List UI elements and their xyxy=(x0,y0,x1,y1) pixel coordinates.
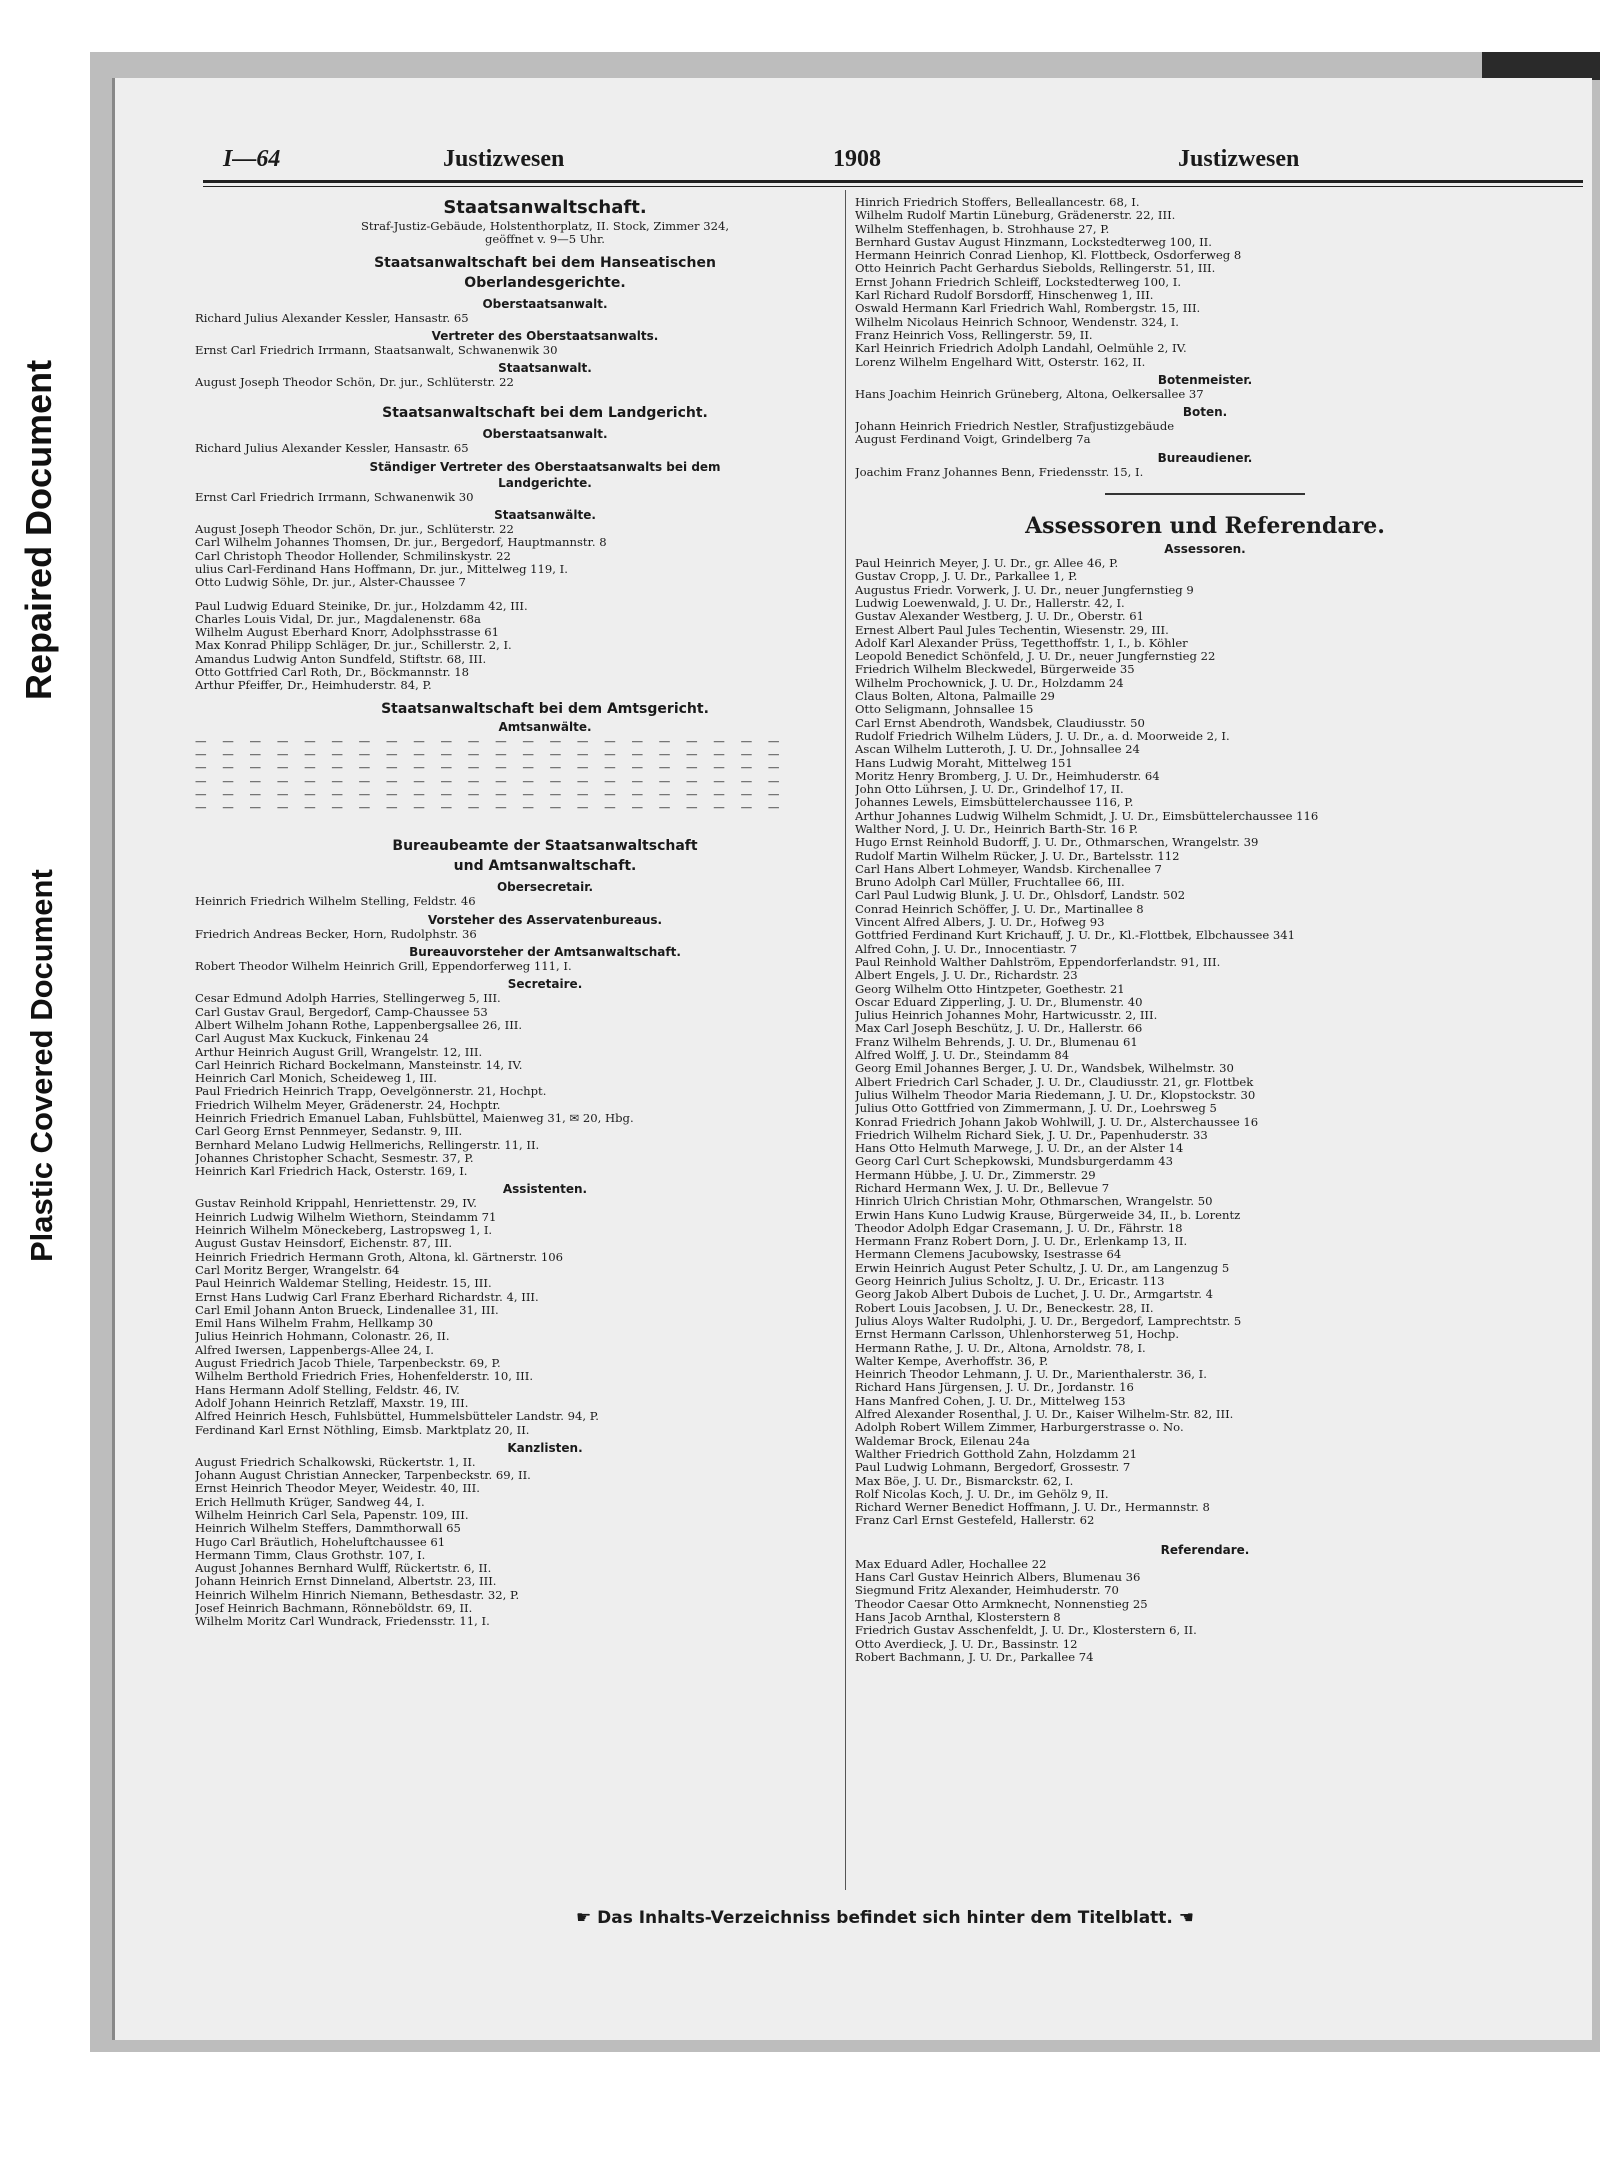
list-item: Georg Wilhelm Otto Hintzpeter, Goethestr. 21 xyxy=(855,982,1125,996)
list-item: Waldemar Brock, Eilenau 24a xyxy=(855,1434,1030,1448)
heading-amtsgericht: Staatsanwaltschaft bei dem Amtsgericht. xyxy=(381,700,709,717)
placeholder-line: — — — — — — — — — — — — — — — — — — — — — — xyxy=(195,747,786,761)
list-item: Carl Wilhelm Johannes Thomsen, Dr. jur., Bergedorf, Hauptmannstr. 8 xyxy=(195,536,607,550)
list-item: Arthur Johannes Ludwig Wilhelm Schmidt, J. U. Dr., Eimsbüttelerchaussee 116 xyxy=(855,809,1319,823)
list-item: Hans Ludwig Moraht, Mittelweg 151 xyxy=(855,756,1073,770)
heading-referendare: Referendare. xyxy=(1160,1542,1250,1557)
list-item: Josef Heinrich Bachmann, Rönneböldstr. 69, II. xyxy=(195,1602,473,1616)
list-item: Walther Friedrich Gotthold Zahn, Holzdamm 21 xyxy=(855,1447,1137,1461)
list-item: Heinrich Ludwig Wilhelm Wiethorn, Steindamm 71 xyxy=(195,1210,497,1224)
heading-olg-1: Staatsanwaltschaft bei dem Hanseatischen xyxy=(374,254,716,271)
list-item: Hermann Clemens Jacubowsky, Isestrasse 64 xyxy=(855,1248,1122,1262)
right-column xyxy=(855,196,1555,1664)
staatsanwaelte-list-a xyxy=(195,523,895,589)
list-item: Ernst Carl Friedrich Irrmann, Staatsanwalt, Schwanenwik 30 xyxy=(195,343,558,357)
list-item: Karl Richard Rudolf Borsdorff, Hinschenweg 1, III. xyxy=(855,289,1154,303)
list-item: Ferdinand Karl Ernst Nöthling, Eimsb. Marktplatz 20, II. xyxy=(195,1423,530,1437)
list-item: Georg Heinrich Julius Scholtz, J. U. Dr., Ericastr. 113 xyxy=(855,1275,1165,1289)
list-item: Hans Otto Helmuth Marwege, J. U. Dr., an der Alster 14 xyxy=(855,1142,1184,1156)
list-item: Carl Georg Ernst Pennmeyer, Sedanstr. 9, III. xyxy=(195,1125,463,1139)
list-item: Heinrich Friedrich Emanuel Laban, Fuhlsbüttel, Maienweg 31, ✉ 20, Hbg. xyxy=(195,1111,634,1125)
list-item: Otto Averdieck, J. U. Dr., Bassinstr. 12 xyxy=(855,1637,1078,1651)
list-item: Georg Emil Johannes Berger, J. U. Dr., Wandsbek, Wilhelmstr. 30 xyxy=(855,1062,1234,1076)
list-item: Julius Aloys Walter Rudolphi, J. U. Dr., Bergedorf, Lamprechtstr. 5 xyxy=(855,1314,1242,1328)
list-item: Otto Ludwig Söhle, Dr. jur., Alster-Chaussee 7 xyxy=(195,576,466,590)
list-item: Wilhelm Berthold Friedrich Fries, Hohenfelderstr. 10, III. xyxy=(195,1370,534,1384)
list-item: Ernest Albert Paul Jules Techentin, Wiesenstr. 29, III. xyxy=(855,623,1169,637)
list-item: Heinrich Wilhelm Möneckeberg, Lastropsweg 1, I. xyxy=(195,1224,493,1238)
assessoren-list xyxy=(855,557,1555,1528)
list-item: Heinrich Theodor Lehmann, J. U. Dr., Marienthalerstr. 36, I. xyxy=(855,1368,1207,1382)
list-item: Friedrich Andreas Becker, Horn, Rudolphstr. 36 xyxy=(195,927,477,941)
list-item: Robert Louis Jacobsen, J. U. Dr., Beneckestr. 28, II. xyxy=(855,1301,1154,1315)
list-item: Gustav Alexander Westberg, J. U. Dr., Oberstr. 61 xyxy=(855,610,1145,624)
left-column xyxy=(195,196,895,1629)
list-item: Franz Carl Ernst Gestefeld, Hallerstr. 62 xyxy=(855,1514,1095,1528)
list-item: Wilhelm August Eberhard Knorr, Adolphsstrasse 61 xyxy=(195,626,500,640)
list-item: Julius Heinrich Johannes Mohr, Hartwicusstr. 2, III. xyxy=(855,1009,1158,1023)
list-item: Ludwig Loewenwald, J. U. Dr., Hallerstr. 42, I. xyxy=(855,596,1125,610)
list-item: Walter Kempe, Averhoffstr. 36, P. xyxy=(855,1354,1049,1368)
list-item: Paul Ludwig Lohmann, Bergedorf, Grossestr. 7 xyxy=(855,1461,1131,1475)
list-item: Hans Jacob Arnthal, Klosterstern 8 xyxy=(855,1610,1061,1624)
heading-amtsanwaelte: Amtsanwälte. xyxy=(498,719,592,734)
list-item: Heinrich Wilhelm Steffers, Dammthorwall 65 xyxy=(195,1522,461,1536)
document-page xyxy=(112,78,1592,2040)
header-year: 1908 xyxy=(833,146,881,172)
list-item: Wilhelm Steffenhagen, b. Strohhause 27, P. xyxy=(855,222,1110,236)
list-item: Alfred Iwersen, Lappenbergs-Allee 24, I. xyxy=(195,1343,434,1357)
page-header xyxy=(203,140,1593,180)
heading-assistenten: Assistenten. xyxy=(502,1182,588,1197)
list-item: Max Eduard Adler, Hochallee 22 xyxy=(855,1557,1047,1571)
list-item: Bernhard Melano Ludwig Hellmerichs, Rellingerstr. 11, II. xyxy=(195,1138,540,1152)
assistenten-list xyxy=(195,1197,895,1436)
heading-oberstaatsanwalt: Oberstaatsanwalt. xyxy=(482,296,608,311)
list-item: Gustav Reinhold Krippahl, Henriettenstr. 29, IV. xyxy=(195,1197,477,1211)
heading-olg-2: Oberlandesgerichte. xyxy=(464,274,626,291)
list-item: Rudolf Friedrich Wilhelm Lüders, J. U. Dr., a. d. Moorweide 2, I. xyxy=(855,729,1230,743)
scan-dark-edge xyxy=(1482,52,1600,80)
list-item: Konrad Friedrich Johann Jakob Wohlwill, J. U. Dr., Alsterchaussee 16 xyxy=(855,1115,1259,1129)
list-item: Augustus Friedr. Vorwerk, J. U. Dr., neuer Jungfernstieg 9 xyxy=(855,583,1194,597)
list-item: Arthur Pfeiffer, Dr., Heimhuderstr. 84, P. xyxy=(195,679,432,693)
list-item: Albert Friedrich Carl Schader, J. U. Dr., Claudiusstr. 21, gr. Flottbek xyxy=(855,1075,1254,1089)
list-item: Wilhelm Moritz Carl Wundrack, Friedensstr. 11, I. xyxy=(195,1615,490,1629)
list-item: Max Carl Joseph Beschütz, J. U. Dr., Hallerstr. 66 xyxy=(855,1022,1143,1036)
list-item: Alfred Alexander Rosenthal, J. U. Dr., Kaiser Wilhelm-Str. 82, III. xyxy=(855,1408,1234,1422)
heading-boten: Boten. xyxy=(1182,405,1228,420)
heading-bureau-1: Bureaubeamte der Staatsanwaltschaft xyxy=(392,838,698,855)
list-item: Georg Carl Curt Schepkowski, Mundsburgerdamm 43 xyxy=(855,1155,1174,1169)
list-item: Johann Heinrich Friedrich Nestler, Strafjustizgebäude xyxy=(855,420,1175,434)
referendare-list xyxy=(855,1558,1555,1664)
list-item: Max Böe, J. U. Dr., Bismarckstr. 62, I. xyxy=(855,1474,1074,1488)
list-item: August Gustav Heinsdorf, Eichenstr. 87, III. xyxy=(195,1237,453,1251)
list-item: Carl Paul Ludwig Blunk, J. U. Dr., Ohlsdorf, Landstr. 502 xyxy=(855,889,1186,903)
list-item: Otto Gottfried Carl Roth, Dr., Böckmannstr. 18 xyxy=(195,666,469,680)
list-item: Hermann Timm, Claus Grothstr. 107, I. xyxy=(195,1548,426,1562)
list-item: Leopold Benedict Schönfeld, J. U. Dr., neuer Jungfernstieg 22 xyxy=(855,650,1216,664)
list-item: Hermann Rathe, J. U. Dr., Altona, Arnoldstr. 78, I. xyxy=(855,1341,1146,1355)
address-line: Straf-Justiz-Gebäude, Holstenthorplatz, II. Stock, Zimmer 324, xyxy=(360,219,730,233)
list-item: Wilhelm Nicolaus Heinrich Schnoor, Wendenstr. 324, I. xyxy=(855,315,1179,329)
list-item: Carl Ernst Abendroth, Wandsbek, Claudiusstr. 50 xyxy=(855,716,1145,730)
list-item: Moritz Henry Bromberg, J. U. Dr., Heimhuderstr. 64 xyxy=(855,769,1160,783)
list-item: Julius Otto Gottfried von Zimmermann, J. U. Dr., Loehrsweg 5 xyxy=(855,1102,1217,1116)
list-item: Adolph Robert Willem Zimmer, Harburgerstrasse o. No. xyxy=(855,1421,1184,1435)
list-item: Charles Louis Vidal, Dr. jur., Magdalenenstr. 68a xyxy=(195,612,481,626)
secretaire-list xyxy=(195,992,895,1178)
list-item: August Ferdinand Voigt, Grindelberg 7a xyxy=(855,433,1091,447)
footer-note: ☛ Das Inhalts-Verzeichniss befindet sich hinter dem Titelblatt. ☚ xyxy=(575,1908,1195,1928)
list-item: Alfred Heinrich Hesch, Fuhlsbüttel, Hummelsbütteler Landstr. 94, P. xyxy=(195,1410,599,1424)
list-item: Carl Moritz Berger, Wrangelstr. 64 xyxy=(195,1263,400,1277)
placeholder-line: — — — — — — — — — — — — — — — — — — — — — — xyxy=(195,761,786,775)
list-item: Gottfried Ferdinand Kurt Krichauff, J. U. Dr., Kl.-Flottbek, Elbchaussee 341 xyxy=(855,929,1296,943)
list-item: Heinrich Friedrich Wilhelm Stelling, Feldstr. 46 xyxy=(195,895,476,909)
list-item: Vincent Alfred Albers, J. U. Dr., Hofweg 93 xyxy=(855,916,1105,930)
list-item: Paul Friedrich Heinrich Trapp, Oevelgönnerstr. 21, Hochpt. xyxy=(195,1085,547,1099)
repaired-document-label: Repaired Document xyxy=(18,359,59,700)
list-item: Richard Hans Jürgensen, J. U. Dr., Jordanstr. 16 xyxy=(855,1381,1134,1395)
list-item: Johann Heinrich Ernst Dinneland, Albertstr. 23, III. xyxy=(195,1575,497,1589)
placeholder-line: — — — — — — — — — — — — — — — — — — — — — — xyxy=(195,787,786,801)
list-item: Carl Hans Albert Lohmeyer, Wandsb. Kirchenallee 7 xyxy=(855,862,1162,876)
list-item: Wilhelm Prochownick, J. U. Dr., Holzdamm 24 xyxy=(855,676,1124,690)
list-item: Oscar Eduard Zipperling, J. U. Dr., Blumenstr. 40 xyxy=(855,995,1143,1009)
list-item: Ernst Johann Friedrich Schleiff, Lockstedterweg 100, I. xyxy=(855,275,1182,289)
list-item: Robert Theodor Wilhelm Heinrich Grill, Eppendorferweg 111, I. xyxy=(195,960,572,974)
placeholder-line: — — — — — — — — — — — — — — — — — — — — — — xyxy=(195,774,786,788)
list-item: Johannes Lewels, Eimsbüttelerchaussee 116, P. xyxy=(855,796,1134,810)
list-item: Friedrich Wilhelm Bleckwedel, Bürgerweide 35 xyxy=(855,663,1135,677)
list-item: Emil Hans Wilhelm Frahm, Hellkamp 30 xyxy=(195,1317,434,1331)
list-item: Amandus Ludwig Anton Sundfeld, Stiftstr. 68, III. xyxy=(195,652,487,666)
list-item: Bernhard Gustav August Hinzmann, Lockstedterweg 100, II. xyxy=(855,235,1212,249)
list-item: Hans Manfred Cohen, J. U. Dr., Mittelweg 153 xyxy=(855,1394,1126,1408)
list-item: Adolf Johann Heinrich Retzlaff, Maxstr. 19, III. xyxy=(195,1396,469,1410)
list-item: Theodor Adolph Edgar Crasemann, J. U. Dr., Fährstr. 18 xyxy=(855,1221,1183,1235)
list-item: Hans Carl Gustav Heinrich Albers, Blumenau 36 xyxy=(855,1571,1141,1585)
list-item: Hermann Franz Robert Dorn, J. U. Dr., Erlenkamp 13, II. xyxy=(855,1235,1188,1249)
list-item: Siegmund Fritz Alexander, Heimhuderstr. 70 xyxy=(855,1584,1119,1598)
list-item: Ernst Hans Ludwig Carl Franz Eberhard Richardstr. 4, III. xyxy=(195,1290,539,1304)
page-number: I—64 xyxy=(223,146,281,172)
plastic-covered-label: Plastic Covered Document xyxy=(24,869,59,1262)
heading-landgericht: Staatsanwaltschaft bei dem Landgericht. xyxy=(382,405,708,422)
heading-bureauvorsteher: Bureauvorsteher der Amtsanwaltschaft. xyxy=(409,945,681,960)
list-item: Alfred Cohn, J. U. Dr., Innocentiastr. 7 xyxy=(855,942,1078,956)
top-list xyxy=(855,196,1555,369)
list-item: Gustav Cropp, J. U. Dr., Parkallee 1, P. xyxy=(855,570,1078,584)
address-line: geöffnet v. 9—5 Uhr. xyxy=(485,232,605,247)
list-item: Carl August Max Kuckuck, Finkenau 24 xyxy=(195,1032,429,1046)
heading-staatsanwalt: Staatsanwalt. xyxy=(498,361,592,376)
list-item: Karl Heinrich Friedrich Adolph Landahl, Oelmühle 2, IV. xyxy=(855,342,1187,356)
list-item: John Otto Lührsen, J. U. Dr., Grindelhof 17, II. xyxy=(855,783,1124,797)
list-item: Julius Heinrich Hohmann, Colonastr. 26, II. xyxy=(195,1330,450,1344)
list-item: Franz Wilhelm Behrends, J. U. Dr., Blumenau 61 xyxy=(855,1035,1138,1049)
list-item: Heinrich Wilhelm Hinrich Niemann, Bethesdastr. 32, P. xyxy=(195,1588,520,1602)
list-item: Franz Heinrich Voss, Rellingerstr. 59, II. xyxy=(855,328,1093,342)
list-item: Hugo Carl Bräutlich, Hoheluftchaussee 61 xyxy=(195,1535,446,1549)
list-item: Albert Wilhelm Johann Rothe, Lappenbergsallee 26, III. xyxy=(195,1018,523,1032)
list-item: Hermann Hübbe, J. U. Dr., Zimmerstr. 29 xyxy=(855,1168,1096,1182)
list-item: Arthur Heinrich August Grill, Wrangelstr. 12, III. xyxy=(195,1045,483,1059)
list-item: Paul Heinrich Waldemar Stelling, Heidestr. 15, III. xyxy=(195,1277,492,1291)
list-item: Paul Heinrich Meyer, J. U. Dr., gr. Allee 46, P. xyxy=(855,557,1119,571)
header-left-title: Justizwesen xyxy=(443,146,565,172)
list-item: Erwin Heinrich August Peter Schultz, J. U. Dr., am Langenzug 5 xyxy=(855,1261,1230,1275)
list-item: August Friedrich Jacob Thiele, Tarpenbeckstr. 69, P. xyxy=(195,1357,501,1371)
heading-bureau-2: und Amtsanwaltschaft. xyxy=(453,858,637,875)
list-item: Friedrich Wilhelm Meyer, Grädenerstr. 24, Hochptr. xyxy=(195,1098,501,1112)
list-item: Carl Heinrich Richard Bockelmann, Mansteinstr. 14, IV. xyxy=(195,1058,523,1072)
heading-obersecretair: Obersecretair. xyxy=(496,880,593,895)
list-item: Julius Wilhelm Theodor Maria Riedemann, J. U. Dr., Klopstockstr. 30 xyxy=(855,1088,1256,1102)
list-item: Hans Joachim Heinrich Grüneberg, Altona, Oelkersallee 37 xyxy=(855,387,1204,401)
section-rule xyxy=(1105,493,1305,495)
list-item: Paul Reinhold Walther Dahlström, Eppendorferlandstr. 91, III. xyxy=(855,955,1221,969)
list-item: Johann August Christian Annecker, Tarpenbeckstr. 69, II. xyxy=(195,1469,531,1483)
list-item: August Joseph Theodor Schön, Dr. jur., Schlüterstr. 22 xyxy=(195,523,514,537)
heading-staatsanwaelte: Staatsanwälte. xyxy=(494,508,596,523)
list-item: Carl Gustav Graul, Bergedorf, Camp-Chaussee 53 xyxy=(195,1005,488,1019)
list-item: Richard Julius Alexander Kessler, Hansastr. 65 xyxy=(195,311,469,325)
list-item: Theodor Caesar Otto Armknecht, Nonnenstieg 25 xyxy=(855,1597,1148,1611)
list-item: Rudolf Martin Wilhelm Rücker, J. U. Dr., Bartelsstr. 112 xyxy=(855,849,1180,863)
list-item: ulius Carl-Ferdinand Hans Hoffmann, Dr. jur., Mittelweg 119, I. xyxy=(195,562,568,576)
heading-staendiger-2: Landgerichte. xyxy=(498,475,592,490)
list-item: Alfred Wolff, J. U. Dr., Steindamm 84 xyxy=(855,1049,1070,1063)
kanzlisten-list xyxy=(195,1456,895,1629)
list-item: Walther Nord, J. U. Dr., Heinrich Barth-Str. 16 P. xyxy=(855,822,1138,836)
list-item: August Joseph Theodor Schön, Dr. jur., Schlüterstr. 22 xyxy=(195,376,514,390)
heading-lg-oberstaatsanwalt: Oberstaatsanwalt. xyxy=(482,427,608,442)
list-item: Hinrich Ulrich Christian Mohr, Othmarschen, Wrangelstr. 50 xyxy=(855,1195,1213,1209)
list-item: Oswald Hermann Karl Friedrich Wahl, Rombergstr. 15, III. xyxy=(855,302,1201,316)
list-item: Claus Bolten, Altona, Palmaille 29 xyxy=(855,690,1055,704)
list-item: Heinrich Carl Monich, Scheideweg 1, III. xyxy=(195,1072,437,1086)
list-item: Ernst Carl Friedrich Irrmann, Schwanenwik 30 xyxy=(195,490,474,504)
list-item: Friedrich Wilhelm Richard Siek, J. U. Dr., Papenhuderstr. 33 xyxy=(855,1128,1208,1142)
list-item: Albert Engels, J. U. Dr., Richardstr. 23 xyxy=(855,969,1078,983)
heading-staendiger-1: Ständiger Vertreter des Oberstaatsanwalts bei dem xyxy=(369,459,721,474)
heading-botenmeister: Botenmeister. xyxy=(1157,372,1253,387)
list-item: Georg Jakob Albert Dubois de Luchet, J. U. Dr., Armgartstr. 4 xyxy=(855,1288,1214,1302)
heading-vorsteher: Vorsteher des Asservatenbureaus. xyxy=(427,912,663,927)
list-item: Richard Julius Alexander Kessler, Hansastr. 65 xyxy=(195,442,469,456)
heading-kanzlisten: Kanzlisten. xyxy=(507,1440,583,1455)
heading-vertreter: Vertreter des Oberstaatsanwalts. xyxy=(431,328,659,343)
list-item: Johannes Christopher Schacht, Sesmestr. 37, P. xyxy=(195,1151,474,1165)
list-item: Hans Hermann Adolf Stelling, Feldstr. 46, IV. xyxy=(195,1383,460,1397)
heading-bureaudiener: Bureaudiener. xyxy=(1157,450,1253,465)
section-heading-staatsanwaltschaft: Staatsanwaltschaft. xyxy=(443,197,647,218)
header-rule-bottom xyxy=(203,186,1583,187)
heading-assessoren: Assessoren. xyxy=(1164,542,1246,557)
list-item: Friedrich Gustav Asschenfeldt, J. U. Dr., Klosterstern 6, II. xyxy=(855,1624,1197,1638)
list-item: Joachim Franz Johannes Benn, Friedensstr. 15, I. xyxy=(855,465,1144,479)
header-right-title: Justizwesen xyxy=(1178,146,1300,172)
list-item: Carl Emil Johann Anton Brueck, Lindenallee 31, III. xyxy=(195,1303,499,1317)
list-item: August Friedrich Schalkowski, Rückertstr. 1, II. xyxy=(195,1455,476,1469)
document-status-sidebar xyxy=(0,0,90,1300)
header-rule-top xyxy=(203,180,1583,183)
list-item: Ernst Heinrich Theodor Meyer, Weidestr. 40, III. xyxy=(195,1482,480,1496)
list-item: Carl Christoph Theodor Hollender, Schmilinskystr. 22 xyxy=(195,549,511,563)
list-item: Lorenz Wilhelm Engelhard Witt, Osterstr. 162, II. xyxy=(855,355,1146,369)
list-item: Paul Ludwig Eduard Steinike, Dr. jur., Holzdamm 42, III. xyxy=(195,599,528,613)
list-item: Heinrich Friedrich Hermann Groth, Altona, kl. Gärtnerstr. 106 xyxy=(195,1250,564,1264)
staatsanwaelte-list-b xyxy=(195,600,895,693)
list-item: Rolf Nicolas Koch, J. U. Dr., im Gehölz 9, II. xyxy=(855,1487,1109,1501)
list-item: Wilhelm Rudolf Martin Lüneburg, Grädenerstr. 22, III. xyxy=(855,209,1176,223)
list-item: Hermann Heinrich Conrad Lienhop, Kl. Flottbeck, Osdorferweg 8 xyxy=(855,249,1242,263)
list-item: Heinrich Karl Friedrich Hack, Osterstr. 169, I. xyxy=(195,1165,468,1179)
heading-secretaire: Secretaire. xyxy=(507,977,583,992)
list-item: Erwin Hans Kuno Ludwig Krause, Bürgerweide 34, II., b. Lorentz xyxy=(855,1208,1241,1222)
list-item: Adolf Karl Alexander Prüss, Tegetthoffstr. 1, I., b. Köhler xyxy=(855,636,1188,650)
list-item: Max Konrad Philipp Schläger, Dr. jur., Schillerstr. 2, I. xyxy=(195,639,512,653)
placeholder-line: — — — — — — — — — — — — — — — — — — — — — — xyxy=(195,734,786,748)
list-item: Robert Bachmann, J. U. Dr., Parkallee 74 xyxy=(855,1650,1094,1664)
list-item: August Johannes Bernhard Wulff, Rückertstr. 6, II. xyxy=(195,1562,492,1576)
list-item: Hugo Ernst Reinhold Budorff, J. U. Dr., Othmarschen, Wrangelstr. 39 xyxy=(855,836,1259,850)
amtsanwaelte-placeholder-lines xyxy=(195,735,895,815)
list-item: Wilhelm Heinrich Carl Sela, Papenstr. 109, III. xyxy=(195,1509,469,1522)
list-item: Bruno Adolph Carl Müller, Fruchtallee 66, III. xyxy=(855,876,1125,890)
list-item: Erich Hellmuth Krüger, Sandweg 44, I. xyxy=(195,1495,425,1509)
placeholder-line: — — — — — — — — — — — — — — — — — — — — — — xyxy=(195,801,786,815)
list-item: Richard Werner Benedict Hoffmann, J. U. Dr., Hermannstr. 8 xyxy=(855,1501,1210,1515)
list-item: Cesar Edmund Adolph Harries, Stellingerweg 5, III. xyxy=(195,992,501,1006)
list-item: Ernst Hermann Carlsson, Uhlenhorsterweg 51, Hochp. xyxy=(855,1328,1180,1342)
heading-assessoren-referendare: Assessoren und Referendare. xyxy=(1025,513,1385,540)
list-item: Richard Hermann Wex, J. U. Dr., Bellevue 7 xyxy=(855,1182,1110,1195)
list-item: Ascan Wilhelm Lutteroth, J. U. Dr., Johnsallee 24 xyxy=(855,743,1140,757)
list-item: Otto Seligmann, Johnsallee 15 xyxy=(855,703,1034,717)
list-item: Otto Heinrich Pacht Gerhardus Siebolds, Rellingerstr. 51, III. xyxy=(855,262,1216,276)
list-item: Hinrich Friedrich Stoffers, Belleallancestr. 68, I. xyxy=(855,196,1140,209)
list-item: Conrad Heinrich Schöffer, J. U. Dr., Martinallee 8 xyxy=(855,902,1144,916)
